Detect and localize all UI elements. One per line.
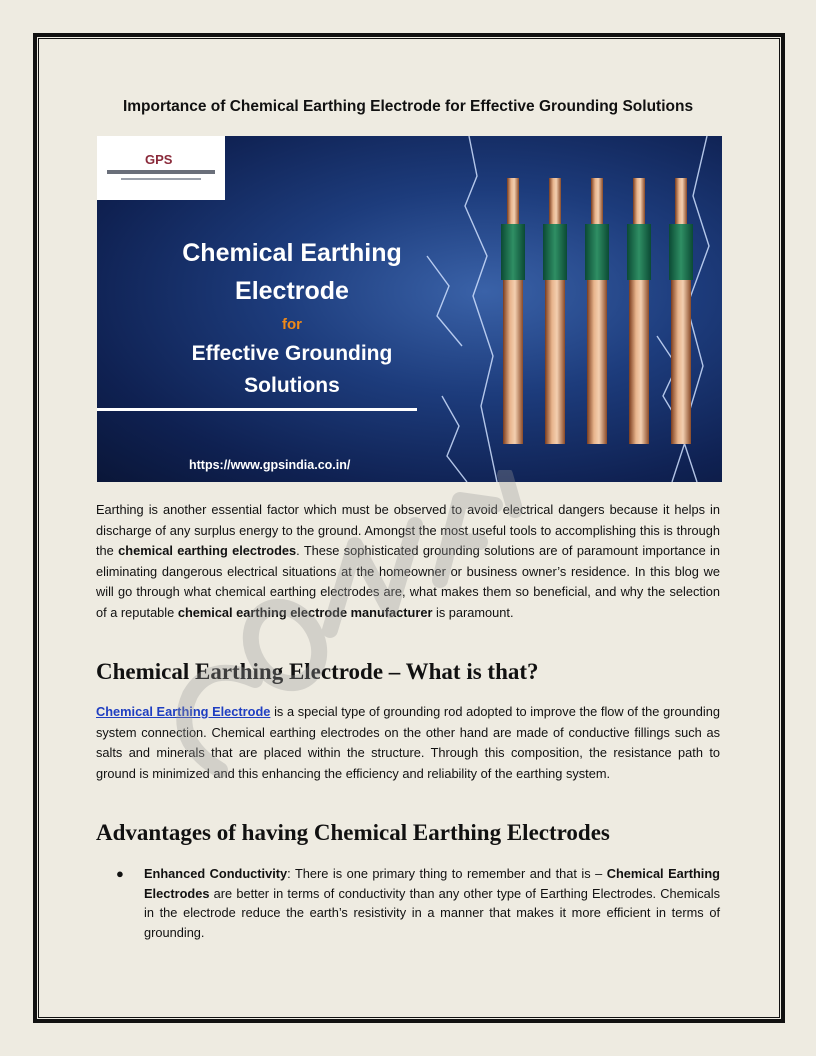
- intro-paragraph: Earthing is another essential factor which must be observed to avoid electrical dangers because it helps in discharge of any surplus energy to the ground. Amongst the most useful tools to accomplishing this is through the chemical earthing electrodes. These sophisticated grounding solutions are of paramount importance in eliminating dangerous electrical situations at the homeowner or business owner’s residence. In this blog we will go through what chemical earthing electrodes are, what makes them so beneficial, and why the selection of a reputable chemical earthing electrode manufacturer is paramount.: [96, 502, 720, 620]
- keyword-chemical-earthing-electrodes: chemical earthing electrodes: [118, 543, 297, 559]
- bullet-label: Enhanced Conductivity: [144, 866, 288, 881]
- logo-mark: GPS: [145, 152, 173, 167]
- hero-line-5: Solutions: [244, 374, 340, 397]
- hero-url: https://www.gpsindia.co.in/: [189, 458, 351, 472]
- rod-4: [627, 178, 651, 444]
- hero-line-1: Chemical Earthing: [182, 239, 402, 267]
- keyword-manufacturer: chemical earthing electrode manufacturer: [177, 604, 433, 620]
- section-heading-what-is: Chemical Earthing Electrode – What is that?: [96, 659, 539, 684]
- logo-tagline: [121, 178, 201, 180]
- bullet-icon: ●: [116, 866, 124, 881]
- rod-5: [669, 178, 693, 444]
- bullet-keyword: Chemical Earthing Electrodes: [144, 866, 720, 901]
- hero-line-2: Electrode: [235, 277, 349, 305]
- company-logo: [97, 136, 225, 200]
- logo-wordmark: [107, 170, 215, 174]
- what-is-paragraph: Chemical Earthing Electrode is a special type of grounding rod adopted to improve the flow of the grounding system connection. Chemical earthing electrodes on the other hand are made of conductive fillings such as salts and minerals that are placed within the structure. Through this composition, the resistance path to ground is minimized and this enhancing the efficiency and reliability of the earthing system.: [96, 704, 720, 781]
- rod-1: [501, 178, 525, 444]
- page-title: Importance of Chemical Earthing Electrode for Effective Grounding Solutions: [122, 98, 694, 115]
- hero-image: [97, 136, 722, 482]
- hero-line-3: for: [282, 316, 302, 333]
- rod-2: [543, 178, 567, 444]
- rod-3: [585, 178, 609, 444]
- hero-headline: [127, 234, 457, 402]
- hero-divider: [97, 408, 417, 411]
- chemical-earthing-electrode-link[interactable]: Chemical Earthing Electrode: [96, 704, 271, 719]
- section-heading-advantages: Advantages of having Chemical Earthing Electrodes: [96, 820, 610, 845]
- hero-line-4: Effective Grounding: [191, 342, 393, 365]
- bullet-text: Enhanced Conductivity: There is one primary thing to remember and that is – Chemical Earthing Electrodes are better in terms of conductivity than any other type of Earthing Electrodes. Chemicals in the electrode reduce the earth’s resistivity in a manner that makes it more efficient in terms of grounding.: [144, 866, 720, 940]
